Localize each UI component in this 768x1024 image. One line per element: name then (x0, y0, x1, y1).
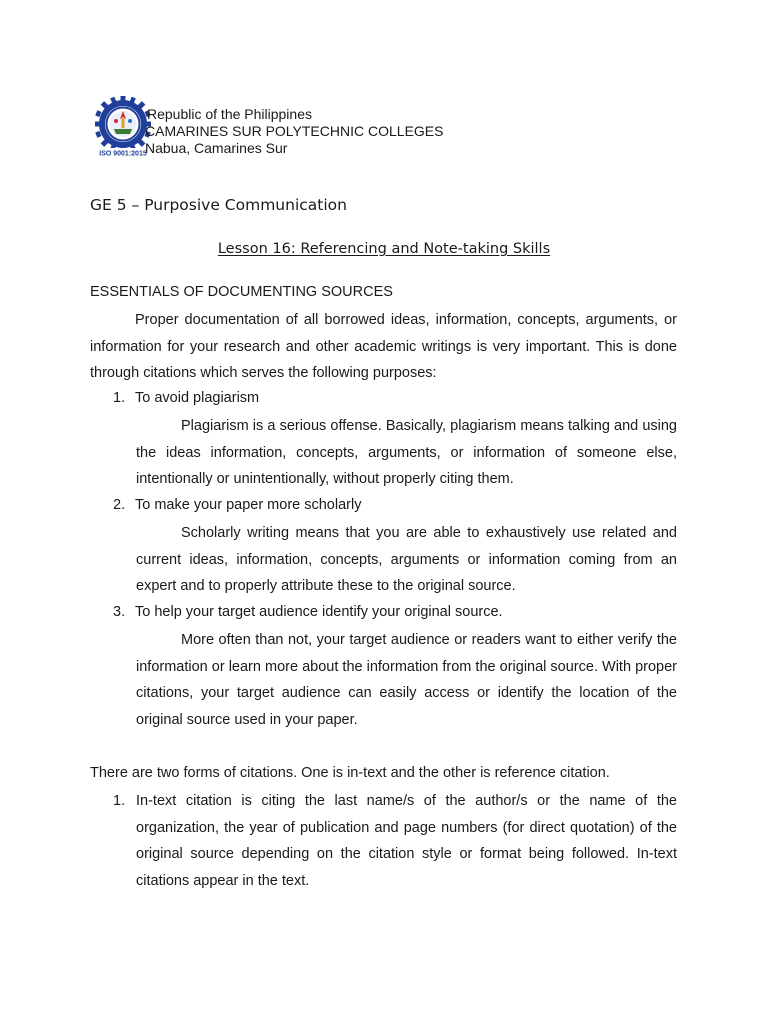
list-item-body: In-text citation is citing the last name/s of the author/s or the name of the organization, the year of publication and page numbers (for direct quotation) of the original source depending on the citation style or format being followed. In-text citations appear in the text. (136, 793, 677, 889)
list-item-body: More often than not, your target audience or readers want to either verify the information or learn more about the information from the original source. With proper citations, your target audience can easily access or identify the location of the original source used in your paper. (136, 632, 677, 728)
republic-line: Republic of the Philippines (147, 106, 312, 122)
list-item-title: To avoid plagiarism (135, 390, 260, 406)
list-item-title: To make your paper more scholarly (135, 497, 362, 513)
institution-block (145, 106, 443, 157)
college-name: CAMARINES SUR POLYTECHNIC COLLEGES (145, 123, 444, 139)
list-item-number: 2. (113, 497, 126, 513)
lesson-title: Lesson 16: Referencing and Note-taking Skills (217, 241, 551, 257)
list-item-number: 3. (113, 604, 126, 620)
lesson-title-container (0, 241, 768, 257)
forms-intro: There are two forms of citations. One is in-text and the other is reference citation. (90, 765, 610, 781)
list-item-body: Scholarly writing means that you are able to exhaustively use related and current ideas, information, concepts, arguments or information coming from an expert and to properly attribute these to the original source. (136, 525, 677, 595)
intro-paragraph: Proper documentation of all borrowed ideas, information, concepts, arguments, or information for your research and other academic writings is very important. This is done through citations which serves the following purposes: (90, 312, 677, 382)
section-heading: ESSENTIALS OF DOCUMENTING SOURCES (90, 284, 393, 300)
list-item-body: Plagiarism is a serious offense. Basically, plagiarism means talking and using the ideas information, concepts, arguments, or information of someone else, intentionally or unintentionally, without properly citing them. (136, 418, 677, 488)
college-location: Nabua, Camarines Sur (145, 140, 288, 156)
logo-iso-text: ISO 9001:2015 (99, 150, 147, 158)
list-item-number: 1. (113, 390, 126, 406)
course-title: GE 5 – Purposive Communication (90, 196, 347, 214)
list-item-title: To help your target audience identify your original source. (135, 604, 503, 620)
list-item-number: 1. (113, 793, 126, 809)
